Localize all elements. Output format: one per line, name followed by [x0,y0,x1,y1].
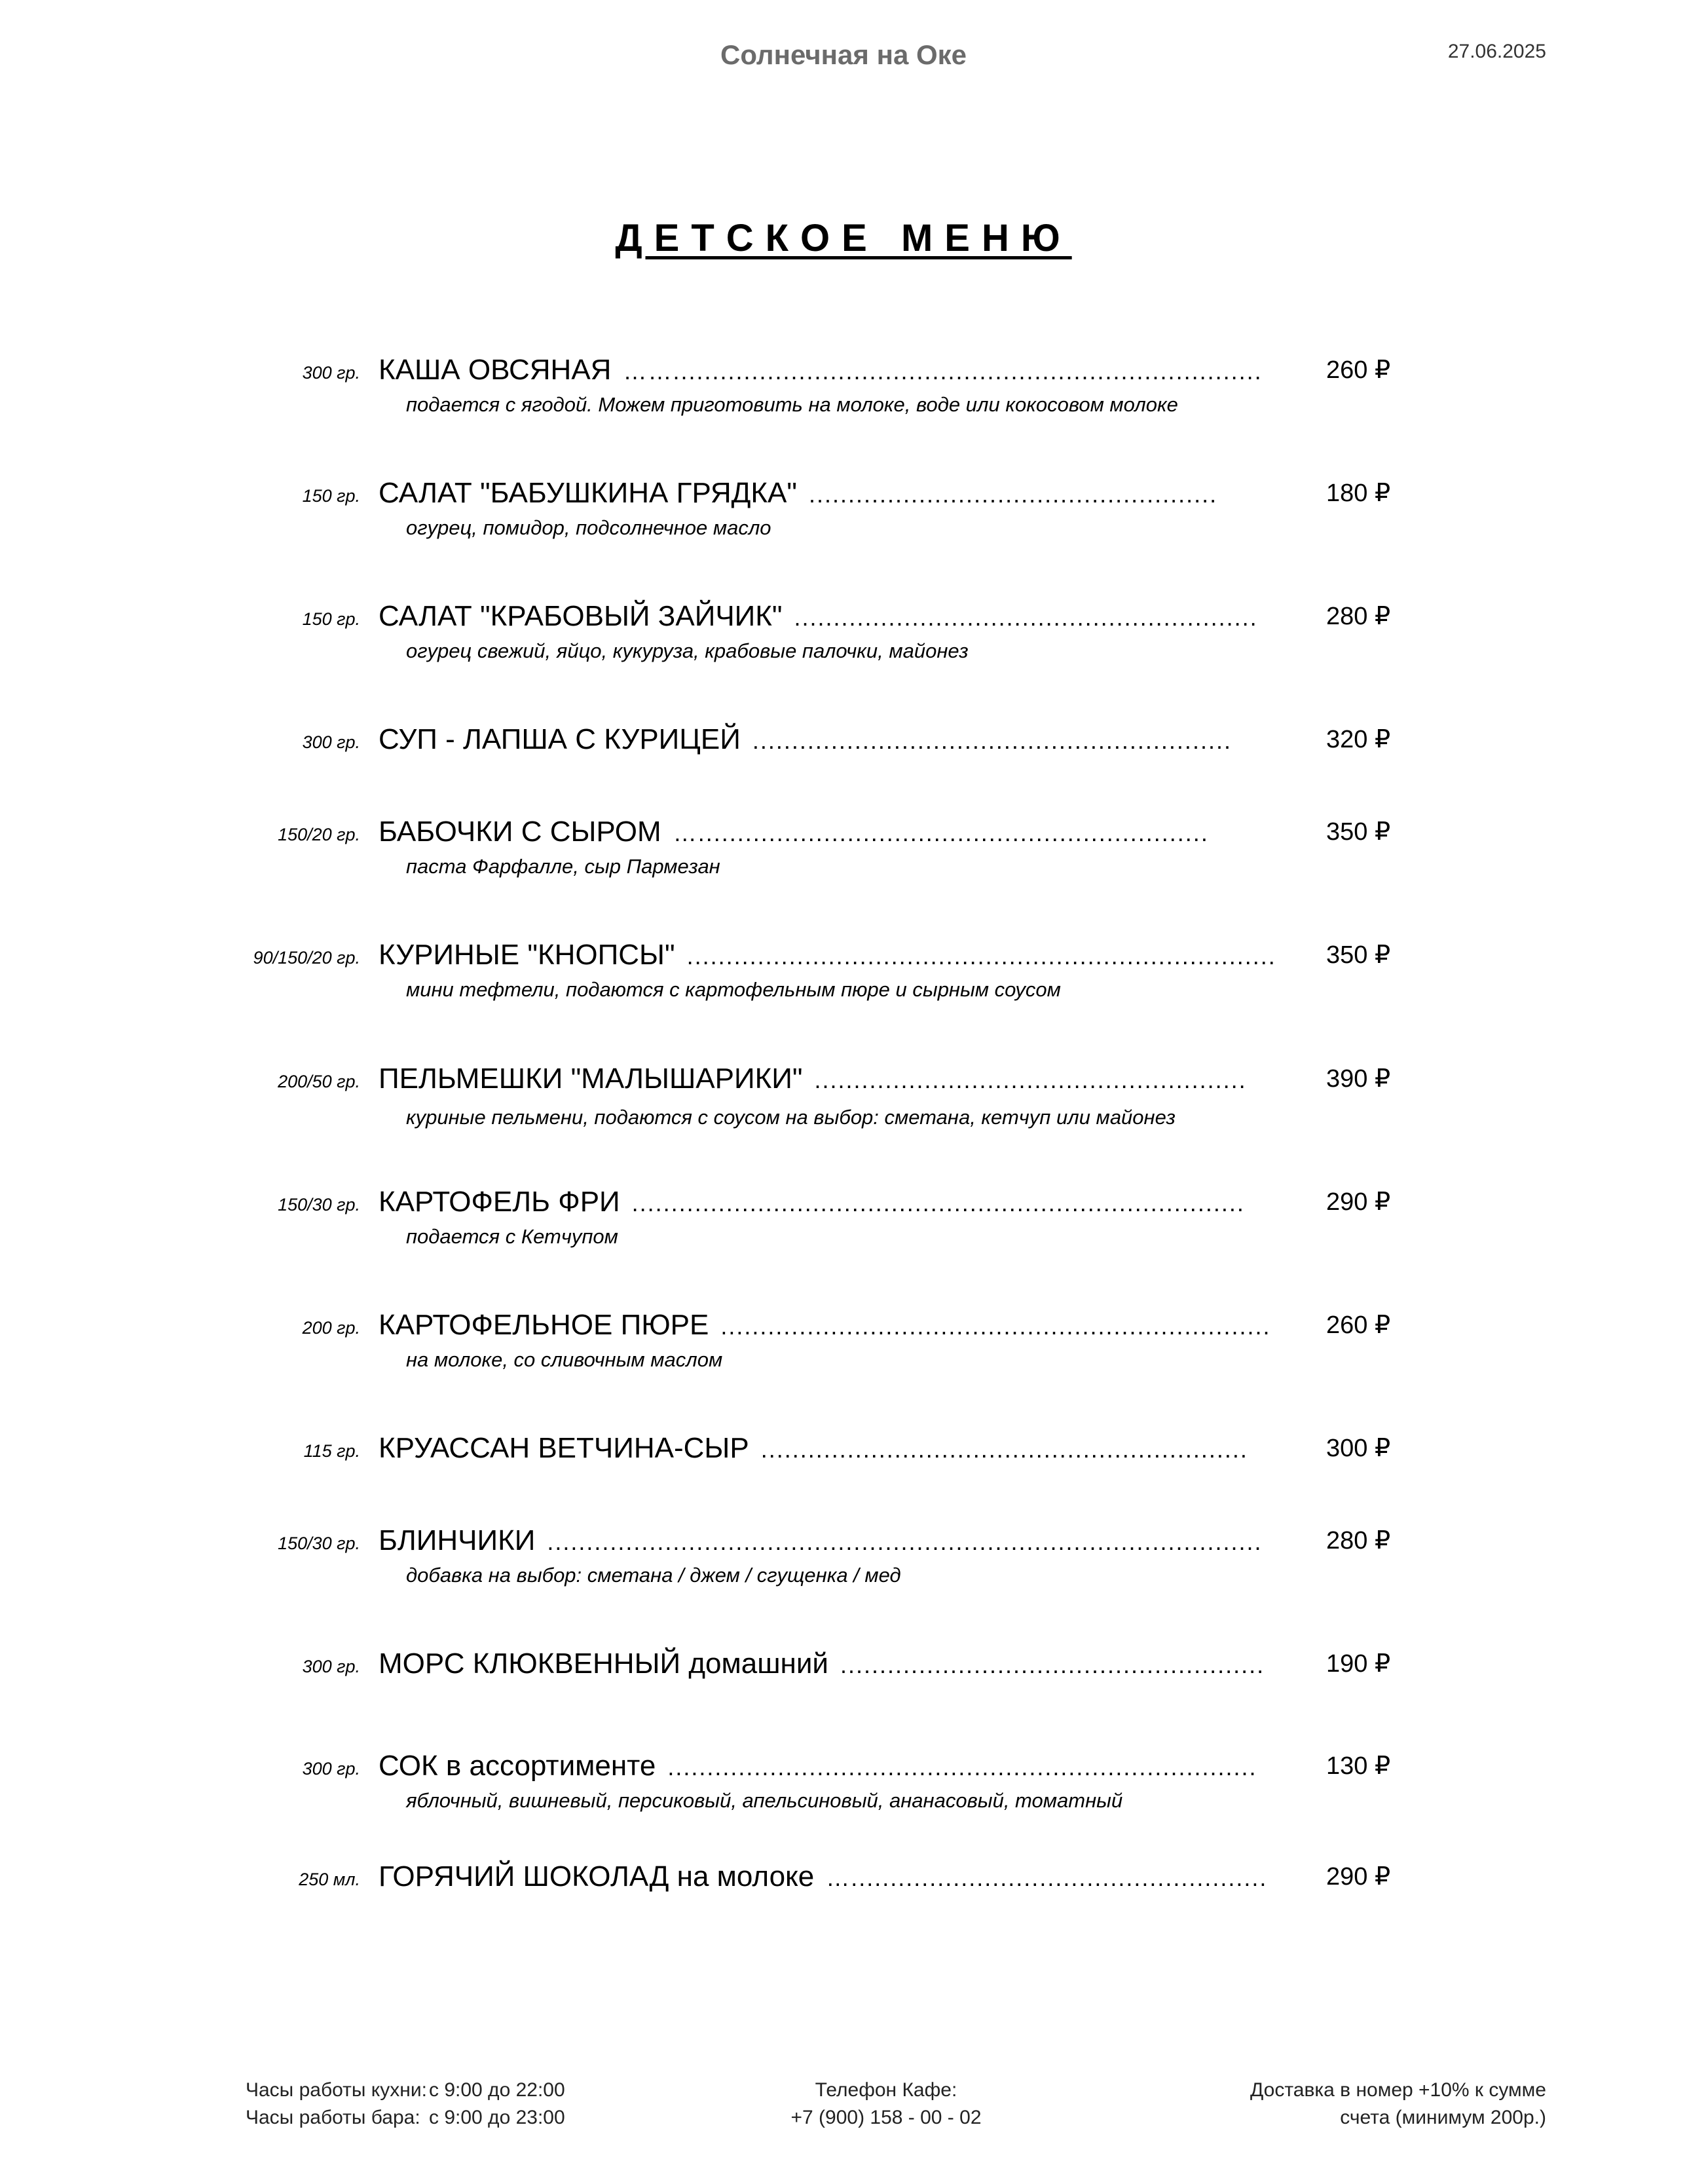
item-description: подается с ягодой. Можем приготовить на молоке, воде или кокосовом молоке [406,393,1178,416]
item-name: САЛАТ "БАБУШКИНА ГРЯДКА" [379,477,798,509]
item-name: КАРТОФЕЛЬНОЕ ПЮРЕ [379,1309,709,1341]
item-name-line [379,1186,1289,1218]
item-description: мини тефтели, подаются с картофельным пюре и сырным соусом [406,978,1061,1001]
working-hours [246,2077,565,2132]
item-price: 280 ₽ [1326,1527,1391,1554]
menu-item [0,723,1687,828]
item-weight: 200 гр. [302,1318,360,1338]
item-price: 300 ₽ [1326,1435,1391,1462]
item-weight: 150/30 гр. [278,1534,360,1553]
item-leader-dots: ……........................................................................... [623,358,1263,385]
delivery-line-1: Доставка в номер +10% к сумме [1250,2079,1546,2101]
item-price: 130 ₽ [1326,1752,1391,1780]
kitchen-hours-row [246,2077,565,2104]
item-description: огурец, помидор, подсолнечное масло [406,516,771,539]
item-name: СУП - ЛАПША С КУРИЦЕЙ [379,723,741,755]
item-name: МОРС КЛЮКВЕННЫЙ домашний [379,1647,828,1680]
item-name: КАРТОФЕЛЬ ФРИ [379,1186,620,1218]
item-name-line [379,1524,1289,1557]
item-description: яблочный, вишневый, персиковый, апельсиновый, ананасовый, томатный [406,1789,1123,1812]
item-name-line [379,939,1289,971]
item-description: паста Фарфалле, сыр Пармезан [406,855,720,878]
item-leader-dots: ............................................................. [752,727,1232,754]
bar-hours-label: Часы работы бара: [246,2107,420,2128]
item-leader-dots: .............................................................. [760,1436,1248,1463]
item-weight: 250 мл. [299,1870,360,1889]
item-name-line [379,1063,1289,1095]
kitchen-hours-value: с 9:00 до 22:00 [429,2079,565,2101]
item-leader-dots: ...................................................................... [720,1313,1271,1340]
item-name: БАБОЧКИ С СЫРОМ [379,816,661,848]
item-name: ПЕЛЬМЕШКИ "МАЛЫШАРИКИ" [379,1063,803,1095]
item-price: 390 ₽ [1326,1065,1391,1093]
item-weight: 150 гр. [302,486,360,506]
item-name-line [379,1309,1289,1342]
phone-number: +7 (900) 158 - 00 - 02 [790,2107,982,2128]
menu-item [0,939,1687,1044]
item-name-line [379,600,1289,633]
item-name: СОК в ассортименте [379,1750,656,1782]
item-name-line [379,1860,1289,1893]
item-leader-dots: .............................................................................. [631,1190,1245,1216]
menu-item [0,1750,1687,1855]
item-name-line [379,354,1289,386]
item-name: ГОРЯЧИЙ ШОКОЛАД на молоке [379,1860,815,1892]
item-price: 350 ₽ [1326,941,1391,969]
item-price: 320 ₽ [1326,726,1391,753]
item-weight: 300 гр. [302,363,360,383]
item-name: КУРИНЫЕ "КНОПСЫ" [379,939,675,971]
menu-item [0,1524,1687,1629]
item-weight: 200/50 гр. [278,1072,360,1091]
item-leader-dots: …................................................................. [673,819,1209,846]
item-leader-dots: …..................................................... [826,1864,1268,1891]
phone-label: Телефон Кафе: [815,2079,957,2101]
item-name-line [379,1432,1289,1465]
item-name-line [379,1750,1289,1782]
menu-date: 27.06.2025 [1447,41,1546,62]
item-weight: 300 гр. [302,732,360,752]
item-leader-dots: ...................................................... [840,1651,1265,1678]
delivery-line-2: счета (минимум 200р.) [1340,2107,1546,2128]
cafe-phone [778,2077,994,2132]
item-leader-dots: ........................................................................................... [547,1528,1263,1555]
item-price: 260 ₽ [1326,356,1391,384]
bar-hours-row [246,2104,565,2132]
kitchen-hours-label: Часы работы кухни: [246,2079,427,2101]
item-price: 280 ₽ [1326,603,1391,630]
menu-item [0,1309,1687,1414]
item-price: 350 ₽ [1326,818,1391,846]
delivery-note [1250,2077,1546,2132]
menu-item [0,816,1687,920]
item-leader-dots: ........................................................................... [667,1754,1257,1780]
item-description: на молоке, со сливочным маслом [406,1348,723,1371]
item-name: КРУАССАН ВЕТЧИНА-СЫР [379,1432,749,1464]
menu-item [0,600,1687,705]
menu-item [0,1063,1687,1167]
item-weight: 90/150/20 гр. [253,948,360,968]
item-weight: 300 гр. [302,1759,360,1779]
item-weight: 150/30 гр. [278,1195,360,1214]
menu-item [0,477,1687,582]
item-name: БЛИНЧИКИ [379,1524,536,1556]
item-name: КАША ОВСЯНАЯ [379,354,612,386]
restaurant-name: Солнечная на Оке [720,39,967,70]
item-description: подается с Кетчупом [406,1225,618,1248]
menu-title: ДЕТСКОЕ МЕНЮ [615,217,1072,259]
item-weight: 150/20 гр. [278,825,360,844]
item-description: куриные пельмени, подаются с соусом на выбор: сметана, кетчуп или майонез [406,1106,1176,1129]
item-description: добавка на выбор: сметана / джем / сгущенка / мед [406,1564,901,1587]
item-description: огурец свежий, яйцо, кукуруза, крабовые палочки, майонез [406,639,969,662]
item-name-line [379,816,1289,848]
item-weight: 150 гр. [302,609,360,629]
menu-item [0,1647,1687,1752]
item-leader-dots: ....................................................... [814,1066,1247,1093]
item-name-line [379,723,1289,756]
menu-item [0,1432,1687,1537]
item-leader-dots: .................................................... [809,481,1218,508]
item-name-line [379,477,1289,510]
item-weight: 300 гр. [302,1657,360,1676]
menu-item [0,1860,1687,1965]
item-name-line [379,1647,1289,1680]
menu-item [0,354,1687,459]
item-name: САЛАТ "КРАБОВЫЙ ЗАЙЧИК" [379,600,783,632]
item-price: 290 ₽ [1326,1863,1391,1891]
item-weight: 115 гр. [303,1441,360,1461]
item-price: 180 ₽ [1326,480,1391,507]
item-price: 190 ₽ [1326,1650,1391,1678]
item-price: 290 ₽ [1326,1188,1391,1216]
item-leader-dots: ........................................................................... [686,943,1276,970]
item-leader-dots: ........................................................... [794,604,1258,631]
menu-item [0,1186,1687,1290]
bar-hours-value: с 9:00 до 23:00 [429,2107,565,2128]
item-price: 260 ₽ [1326,1311,1391,1339]
